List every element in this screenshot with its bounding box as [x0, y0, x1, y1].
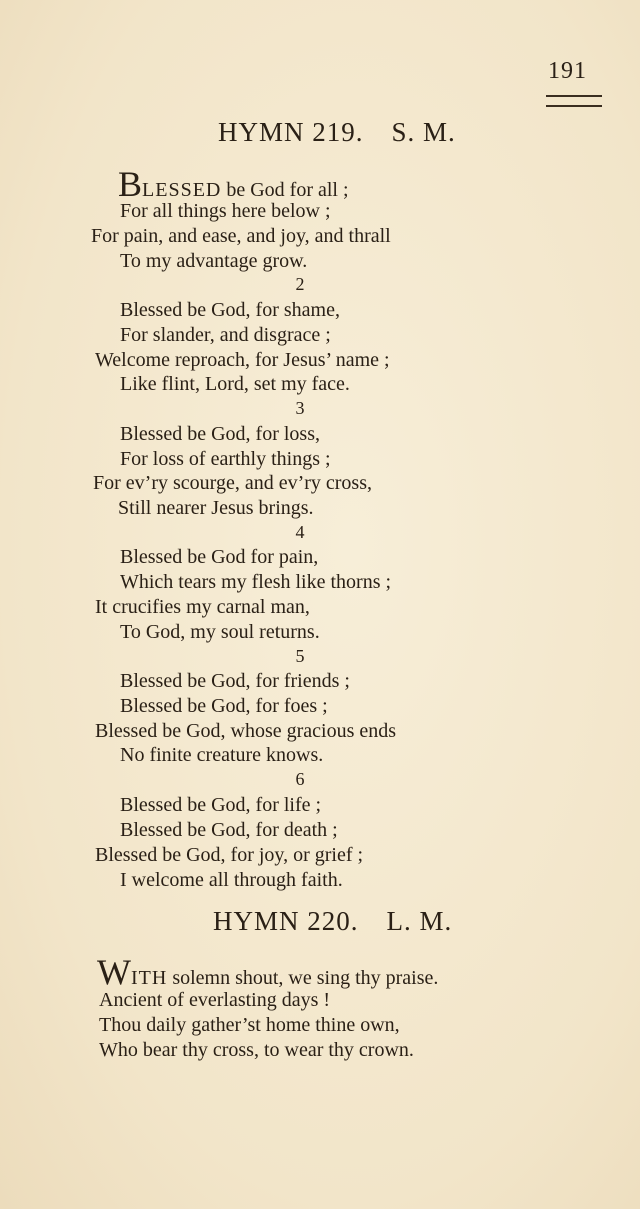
hymn-meter: S. M.: [391, 117, 456, 147]
header-rule: [546, 95, 602, 107]
small-caps-word: ITH: [130, 967, 168, 989]
verse-line: Thou daily gather’st home thine own,: [99, 1014, 400, 1036]
verse-line: It crucifies my carnal man,: [95, 596, 310, 618]
first-line-rest: be God for all ;: [221, 179, 349, 201]
verse-line: I welcome all through faith.: [120, 869, 343, 891]
hymn-number: HYMN 219.: [218, 117, 364, 147]
verse-line: Welcome reproach, for Jesus’ name ;: [95, 349, 390, 371]
verse-line: Blessed be God, for life ;: [120, 794, 322, 816]
verse-line: Blessed be God, for foes ;: [120, 695, 328, 717]
verse-line: No finite creature knows.: [120, 744, 324, 766]
verse-line: Blessed be God, for death ;: [120, 819, 338, 841]
verse-line: Blessed be God, for friends ;: [120, 670, 350, 692]
verse-line: For slander, and disgrace ;: [120, 324, 331, 346]
drop-cap: B: [118, 164, 143, 204]
verse-line: For ev’ry scourge, and ev’ry cross,: [93, 472, 372, 494]
verse-number: 2: [295, 274, 305, 294]
hymn-219-title: [218, 117, 456, 148]
verse-number: 4: [295, 522, 305, 542]
page-number: 191: [548, 58, 587, 84]
verse-line: Blessed be God, for shame,: [120, 299, 340, 321]
small-caps-word: LESSED: [142, 179, 222, 201]
verse-line: Like flint, Lord, set my face.: [120, 373, 350, 395]
verse-number: 6: [295, 769, 305, 789]
verse-line: Blessed be God, whose gracious ends: [95, 720, 397, 742]
verse-line: Blessed be God, for loss,: [120, 423, 320, 445]
verse-number: 5: [295, 646, 305, 666]
hymn-219-first-line: [118, 164, 349, 204]
verse-line: To God, my soul returns.: [120, 621, 320, 643]
verse-line: For all things here below ;: [120, 200, 331, 222]
verse-line: Who bear thy cross, to wear thy crown.: [99, 1039, 414, 1061]
verse-line: Ancient of everlasting days !: [99, 989, 331, 1011]
verse-number: 3: [295, 398, 305, 418]
verse-line: To my advantage grow.: [120, 250, 308, 272]
verse-line: Blessed be God for pain,: [120, 546, 319, 568]
verse-line: For pain, and ease, and joy, and thrall: [91, 225, 391, 247]
verse-line: Which tears my flesh like thorns ;: [120, 571, 392, 593]
first-line-rest: solemn shout, we sing thy praise.: [167, 967, 439, 989]
hymn-220-title: [213, 906, 452, 937]
verse-line: For loss of earthly things ;: [120, 448, 331, 470]
hymn-meter: L. M.: [386, 906, 453, 936]
drop-cap: W: [97, 952, 131, 992]
hymn-220-first-line: [97, 952, 439, 992]
verse-line: Still nearer Jesus brings.: [118, 497, 314, 519]
verse-line: Blessed be God, for joy, or grief ;: [95, 844, 364, 866]
hymn-number: HYMN 220.: [213, 906, 359, 936]
